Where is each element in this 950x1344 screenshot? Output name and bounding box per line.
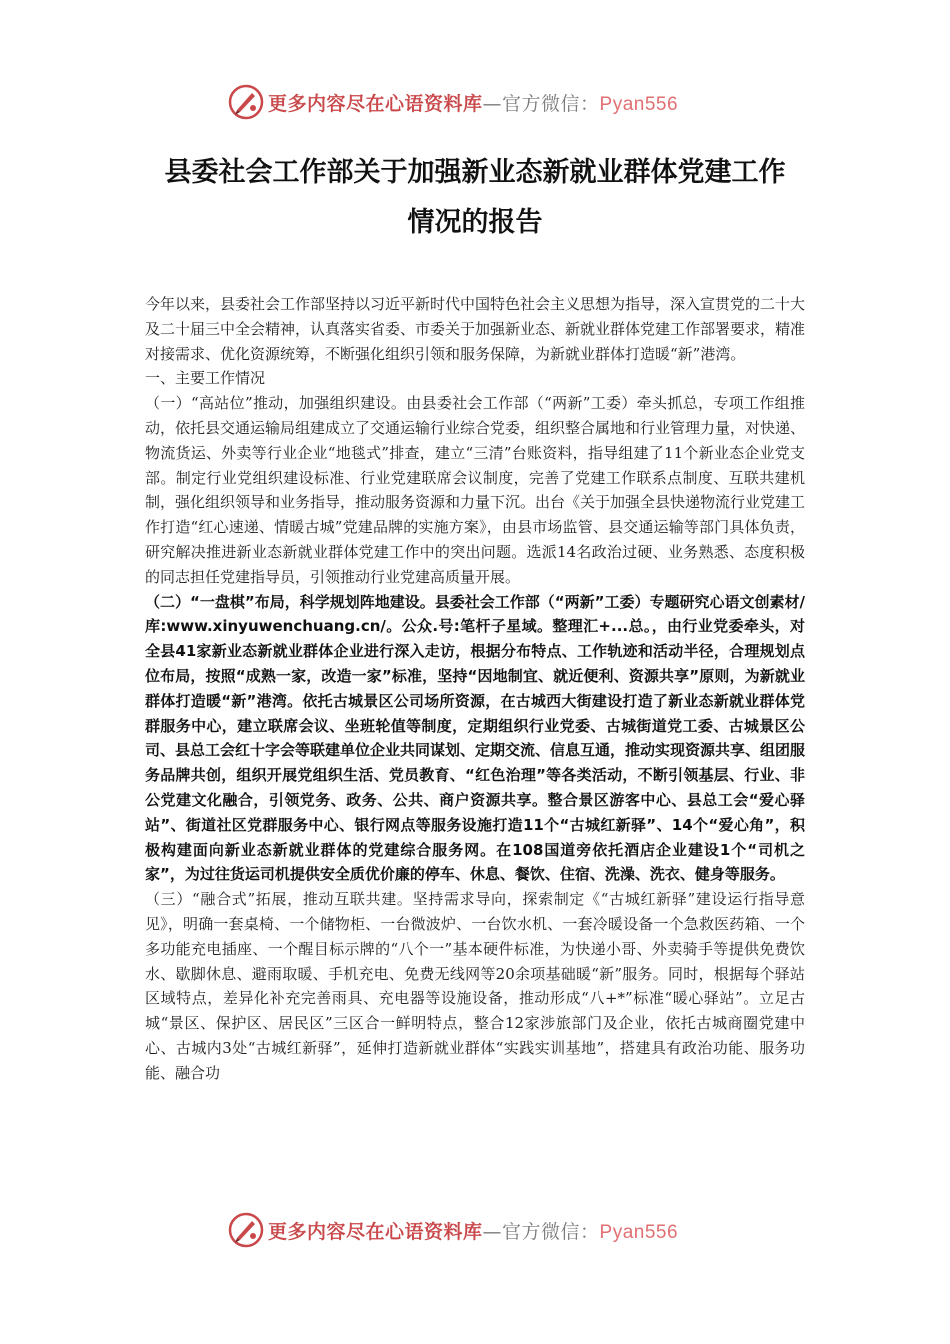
banner-brand: 更多内容尽在心语资料库 <box>268 92 483 115</box>
document-body <box>145 292 805 1086</box>
banner-text <box>268 89 678 116</box>
document-title <box>145 148 805 248</box>
title-line-2: 情况的报告 <box>407 207 543 238</box>
footer-banner <box>228 1210 728 1250</box>
banner-wechat-label: 官方微信： <box>502 92 600 115</box>
banner-dash: — <box>482 1220 503 1243</box>
title-line-1: 县委社会工作部关于加强新业态新就业群体党建工作 <box>164 157 786 188</box>
banner-dash: — <box>482 92 503 115</box>
brand-logo-icon <box>228 1212 264 1248</box>
paragraph-organization: （一）“高站位”推动，加强组织建设。由县委社会工作部（“两新”工委）牵头抓总，专项工作组推动，依托县交通运输局组建成立了交通运输行业综合党委，组织整合属地和行业管理力量，对快递、物流货运、外卖等行业企业“地毯式”排查，建立“三清”台账资料，指导组建了11个新业态企业党支部。制定行业党组织建设标准、行业党建联席会议制度，完善了党建工作联系点制度、互联共建机制，强化组织领导和业务指导，推动服务资源和力量下沉。出台《关于加强全县快递物流行业党建工作打造“红心速递、情暖古城”党建品牌的实施方案》，由县市场监管、县交通运输等部门具体负责，研究解决推进新业态新就业群体党建工作中的突出问题。选派14名政治过硬、业务熟悉、态度积极的同志担任党建指导员，引领推动行业党建高质量开展。 <box>145 394 806 586</box>
banner-wechat-id: Pyan556 <box>599 93 679 115</box>
header-banner <box>228 82 728 122</box>
banner-text <box>268 1217 678 1244</box>
paragraph-integration: （三）“融合式”拓展，推动互联共建。坚持需求导向，探索制定《“古城红新驿”建设运行指导意见》，明确一套桌椅、一个储物柜、一台微波炉、一台饮水机、一套冷暖设备一个急救医药箱、一个多功能充电插座、一个醒目标示牌的“八个一”基本硬件标准，为快递小哥、外卖骑手等提供免费饮水、歇脚休息、避雨取暖、手机充电、免费无线网等20余项基础暖“新”服务。同时，根据每个驿站区域特点，差异化补充完善雨具、充电器等设施设备，推动形成“八+*”标准“暖心驿站”。立足古城“景区、保护区、居民区”三区合一鲜明特点，整合12家涉旅部门及企业，依托古城商圈党建中心、古城内3处“古城红新驿”，延伸打造新就业群体“实践实训基地”，搭建具有政治功能、服务功能、融合功 <box>145 890 805 1082</box>
section-heading: 一、主要工作情况 <box>145 369 266 388</box>
paragraph-planning: （二）“一盘棋”布局，科学规划阵地建设。县委社会工作部（“两新”工委）专题研究心语文创素材/库:www.xinyuwenchuang.cn/。公众.号:笔杆子星域。整理汇+...总。，由行业党委牵头，对全县41家新业态新就业群体企业进行深入走访，根据分布特点、工作轨迹和活动半径，合理规划点位布局，按照“成熟一家，改造一家”标准，坚持“因地制宜、就近便利、资源共享”原则，为新就业群体打造暖“新”港湾。依托古城景区公司场所资源，在古城西大街建设打造了新业态新就业群体党群服务中心，建立联席会议、坐班轮值等制度，定期组织行业党委、古城街道党工委、古城景区公司、县总工会红十字会等联建单位企业共同谋划、定期交流、信息互通，推动实现资源共享、组团服务品牌共创，组织开展党组织生活、党员教育、“红色治理”等各类活动，不断引领基层、行业、非公党建文化融合，引领党务、政务、公共、商户资源共享。整合景区游客中心、县总工会“爱心驿站”、街道社区党群服务中心、银行网点等服务设施打造11个“古城红新驿”、14个“爱心角”，积极构建面向新业态新就业群体的党建综合服务网。在108国道旁依托酒店企业建设1个“司机之家”，为过往货运司机提供安全质优价廉的停车、休息、餐饮、住宿、洗澡、洗衣、健身等服务。 <box>145 592 806 884</box>
intro-paragraph: 今年以来，县委社会工作部坚持以习近平新时代中国特色社会主义思想为指导，深入宣贯党的二十大及二十届三中全会精神，认真落实省委、市委关于加强新业态、新就业群体党建工作部署要求，精准对接需求、优化资源统筹，不断强化组织引领和服务保障，为新就业群体打造暖“新”港湾。 <box>145 295 806 363</box>
brand-logo-icon <box>228 84 264 120</box>
banner-wechat-label: 官方微信： <box>502 1220 600 1243</box>
banner-wechat-id: Pyan556 <box>599 1221 679 1243</box>
banner-brand: 更多内容尽在心语资料库 <box>268 1220 483 1243</box>
